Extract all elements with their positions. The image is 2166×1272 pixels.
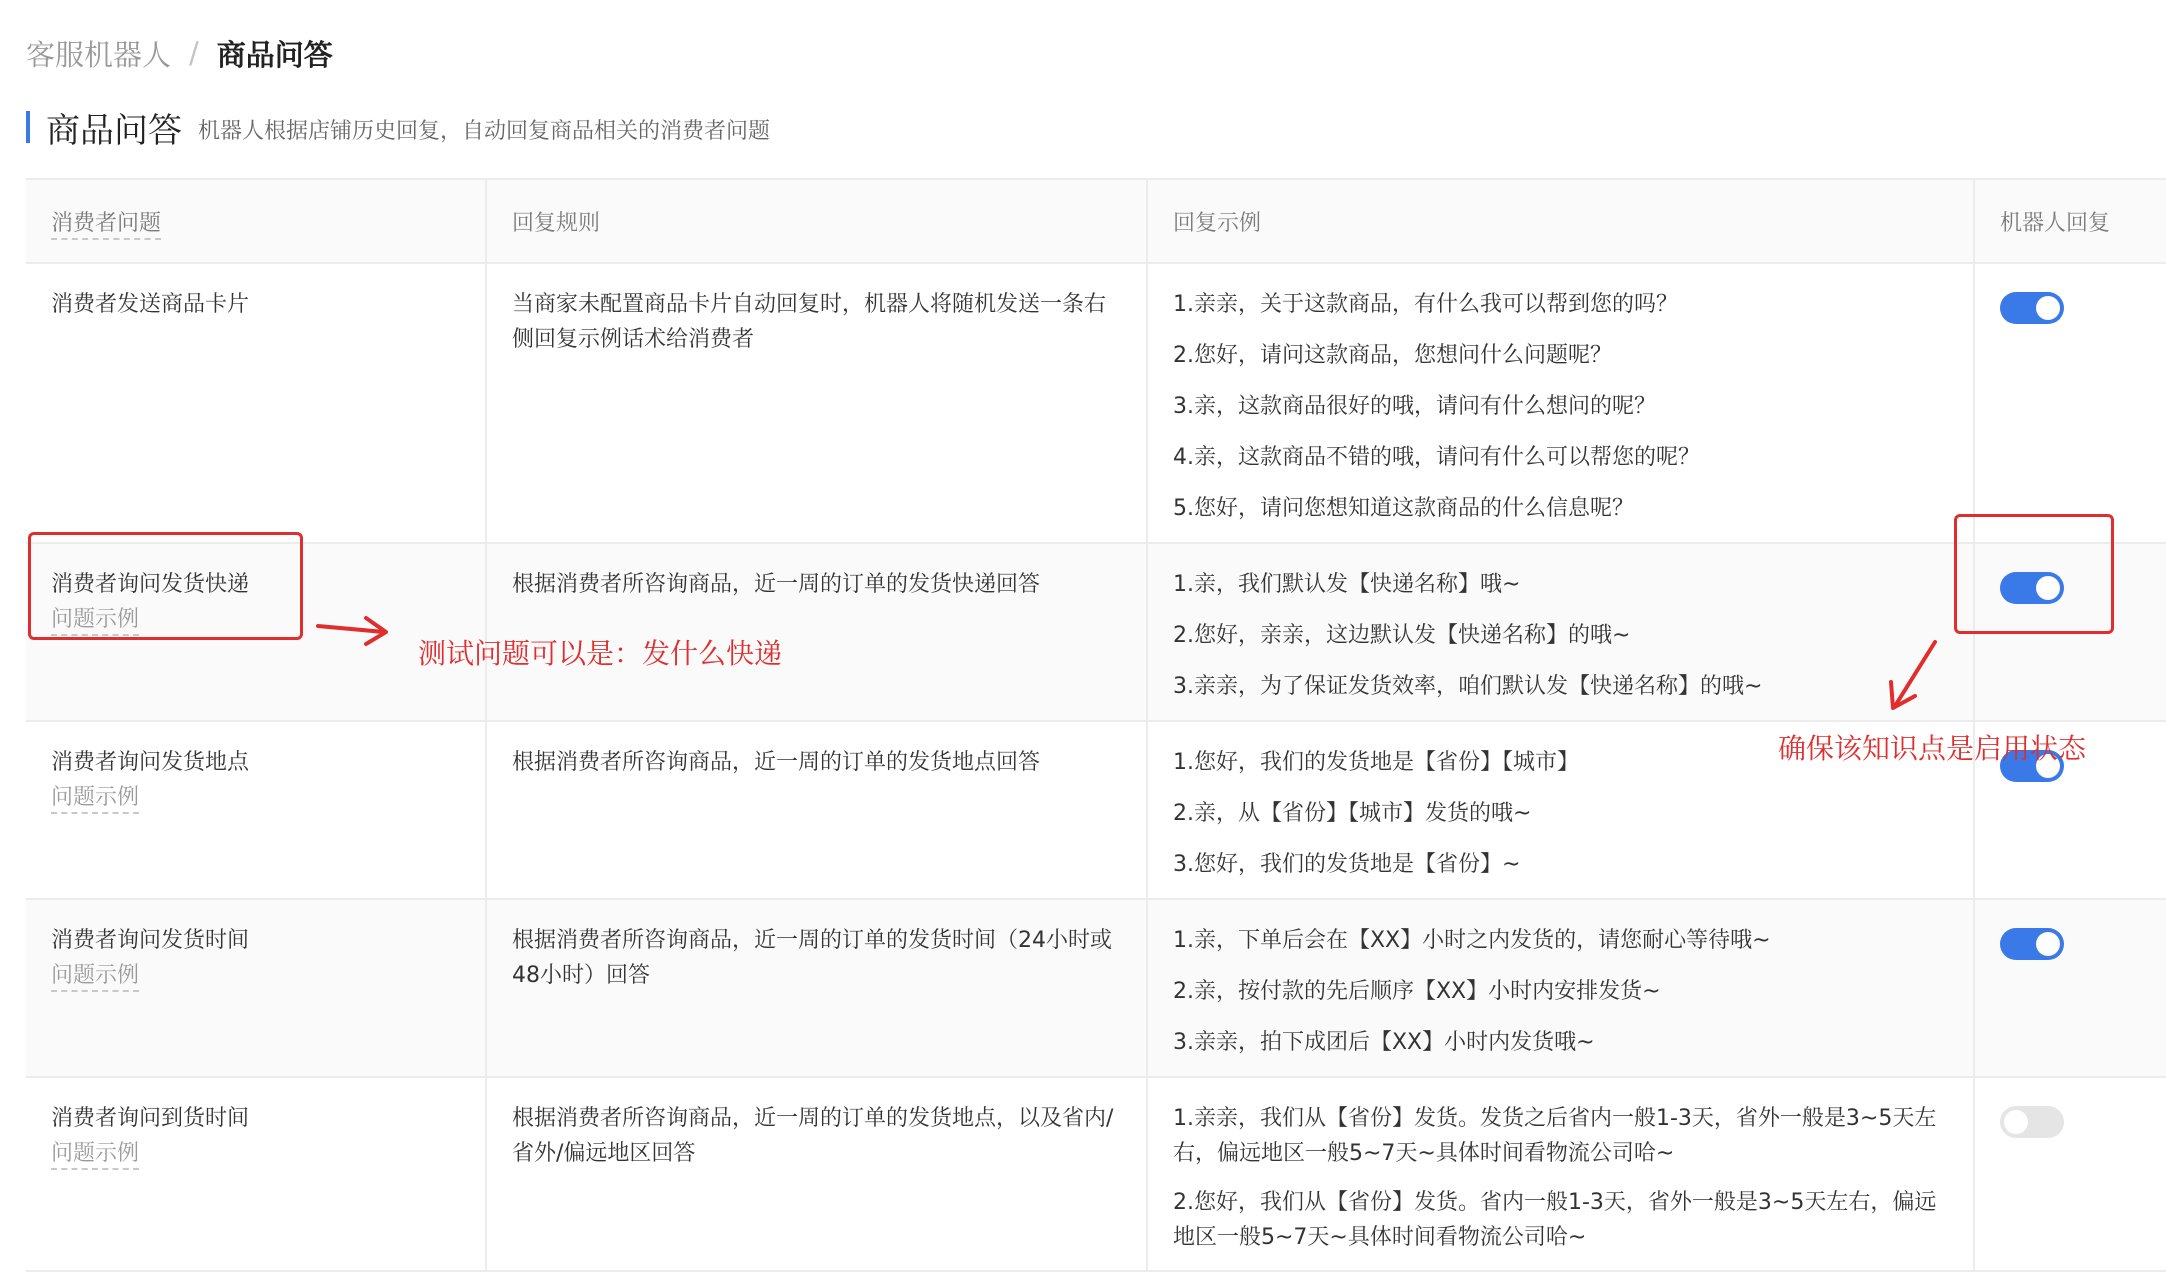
rule-text: 根据消费者所咨询商品，近一周的订单的发货快递回答: [512, 572, 1041, 597]
annotation-highlight-question: [28, 532, 303, 640]
breadcrumb-current: 商品问答: [216, 37, 333, 72]
rule-cell: [486, 899, 1147, 1077]
question-example-link[interactable]: 问题示例: [51, 1139, 139, 1170]
examples-cell: [1147, 263, 1974, 543]
breadcrumb-parent-link[interactable]: 客服机器人: [26, 37, 172, 72]
table-row: [26, 899, 2166, 1077]
annotation-test-question-note: 测试问题可以是：发什么快递: [418, 637, 783, 670]
column-header-question: [26, 179, 486, 263]
question-title: 消费者发送商品卡片: [51, 292, 250, 317]
reply-example: 2.亲，从【省份】【城市】发货的哦~: [1173, 801, 1532, 826]
reply-example: 2.亲，按付款的先后顺序【XX】小时内安排发货~: [1173, 979, 1661, 1004]
question-cell: [26, 899, 486, 1077]
robot-reply-toggle[interactable]: [2000, 1106, 2064, 1138]
reply-example: 5.您好，请问您想知道这款商品的什么信息呢？: [1173, 496, 1634, 521]
column-header-robot-reply: [1974, 179, 2166, 263]
rule-text: 根据消费者所咨询商品，近一周的订单的发货时间（24小时或48小时）回答: [512, 928, 1112, 988]
reply-example: 3.您好，我们的发货地是【省份】~: [1173, 852, 1521, 877]
question-example-link[interactable]: 问题示例: [51, 605, 139, 636]
annotation-highlight-toggle: [1954, 514, 2114, 634]
section-header: [26, 104, 770, 150]
reply-example: 3.亲亲，为了保证发货效率，咱们默认发【快递名称】的哦~: [1173, 674, 1763, 699]
table-row: [26, 1077, 2166, 1271]
reply-example: 1.亲亲，我们从【省份】发货。发货之后省内一般1-3天，省外一般是3~5天左右，偏远地区一般5~7天~具体时间看物流公司哈~: [1173, 1106, 1937, 1166]
rule-cell: [486, 1077, 1147, 1271]
rule-text: 根据消费者所咨询商品，近一周的订单的发货地点回答: [512, 750, 1041, 775]
robot-reply-toggle[interactable]: [2000, 292, 2064, 324]
qa-table: [26, 178, 2166, 1272]
reply-example: 3.亲亲，拍下成团后【XX】小时内发货哦~: [1173, 1030, 1595, 1055]
robot-reply-toggle[interactable]: [2000, 928, 2064, 960]
toggle-knob: [2036, 932, 2060, 956]
toggle-knob: [2036, 296, 2060, 320]
column-header-examples: [1147, 179, 1974, 263]
column-header-robot-reply-label: 机器人回复: [2000, 210, 2111, 236]
examples-cell: [1147, 1077, 1974, 1271]
reply-example: 4.亲，这款商品不错的哦，请问有什么可以帮您的呢？: [1173, 445, 1700, 470]
page-description: 机器人根据店铺历史回复，自动回复商品相关的消费者问题: [198, 118, 771, 144]
column-header-examples-label: 回复示例: [1173, 210, 1262, 236]
section-accent-bar: [26, 111, 30, 143]
reply-example: 1.您好，我们的发货地是【省份】【城市】: [1173, 750, 1579, 775]
rule-text: 当商家未配置商品卡片自动回复时，机器人将随机发送一条右侧回复示例话术给消费者: [512, 292, 1107, 352]
toggle-knob: [2004, 1110, 2028, 1134]
question-title: 消费者询问到货时间: [51, 1106, 250, 1131]
question-cell: [26, 263, 486, 543]
column-header-rule-label: 回复规则: [512, 210, 601, 236]
reply-example: 2.您好，请问这款商品，您想问什么问题呢？: [1173, 343, 1612, 368]
question-title: 消费者询问发货地点: [51, 750, 250, 775]
rule-cell: [486, 721, 1147, 899]
table-header-row: [26, 179, 2166, 263]
reply-example: 1.亲，我们默认发【快递名称】哦~: [1173, 572, 1521, 597]
column-header-rule: [486, 179, 1147, 263]
reply-example: 2.您好，我们从【省份】发货。省内一般1-3天，省外一般是3~5天左右，偏远地区一般5~7天~具体时间看物流公司哈~: [1173, 1190, 1937, 1250]
reply-example: 1.亲亲，关于这款商品，有什么我可以帮到您的吗？: [1173, 292, 1678, 317]
rule-text: 根据消费者所咨询商品，近一周的订单的发货地点，以及省内/省外/偏远地区回答: [512, 1106, 1114, 1166]
table-row: [26, 263, 2166, 543]
question-example-link[interactable]: 问题示例: [51, 783, 139, 814]
breadcrumb: [26, 28, 333, 78]
robot-reply-cell: [1974, 263, 2166, 543]
annotation-enable-note: 确保该知识点是启用状态: [1778, 732, 2087, 765]
question-title: 消费者询问发货时间: [51, 928, 250, 953]
robot-reply-cell: [1974, 1077, 2166, 1271]
breadcrumb-separator: /: [189, 36, 199, 70]
question-cell: [26, 1077, 486, 1271]
question-example-link[interactable]: 问题示例: [51, 961, 139, 992]
reply-example: 3.亲，这款商品很好的哦，请问有什么想问的呢？: [1173, 394, 1656, 419]
robot-reply-cell: [1974, 899, 2166, 1077]
annotation-arrow-down-icon: [1885, 638, 1941, 714]
page-title: 商品问答: [46, 110, 182, 151]
examples-cell: [1147, 543, 1974, 721]
rule-cell: [486, 263, 1147, 543]
question-title: 消费者询问发货快递: [51, 572, 250, 597]
question-cell: [26, 721, 486, 899]
annotation-arrow-right-icon: [316, 612, 392, 648]
examples-cell: [1147, 899, 1974, 1077]
reply-example: 2.您好，亲亲，这边默认发【快递名称】的哦~: [1173, 623, 1631, 648]
reply-example: 1.亲，下单后会在【XX】小时之内发货的，请您耐心等待哦~: [1173, 928, 1771, 953]
column-header-question-label: 消费者问题: [51, 211, 161, 240]
